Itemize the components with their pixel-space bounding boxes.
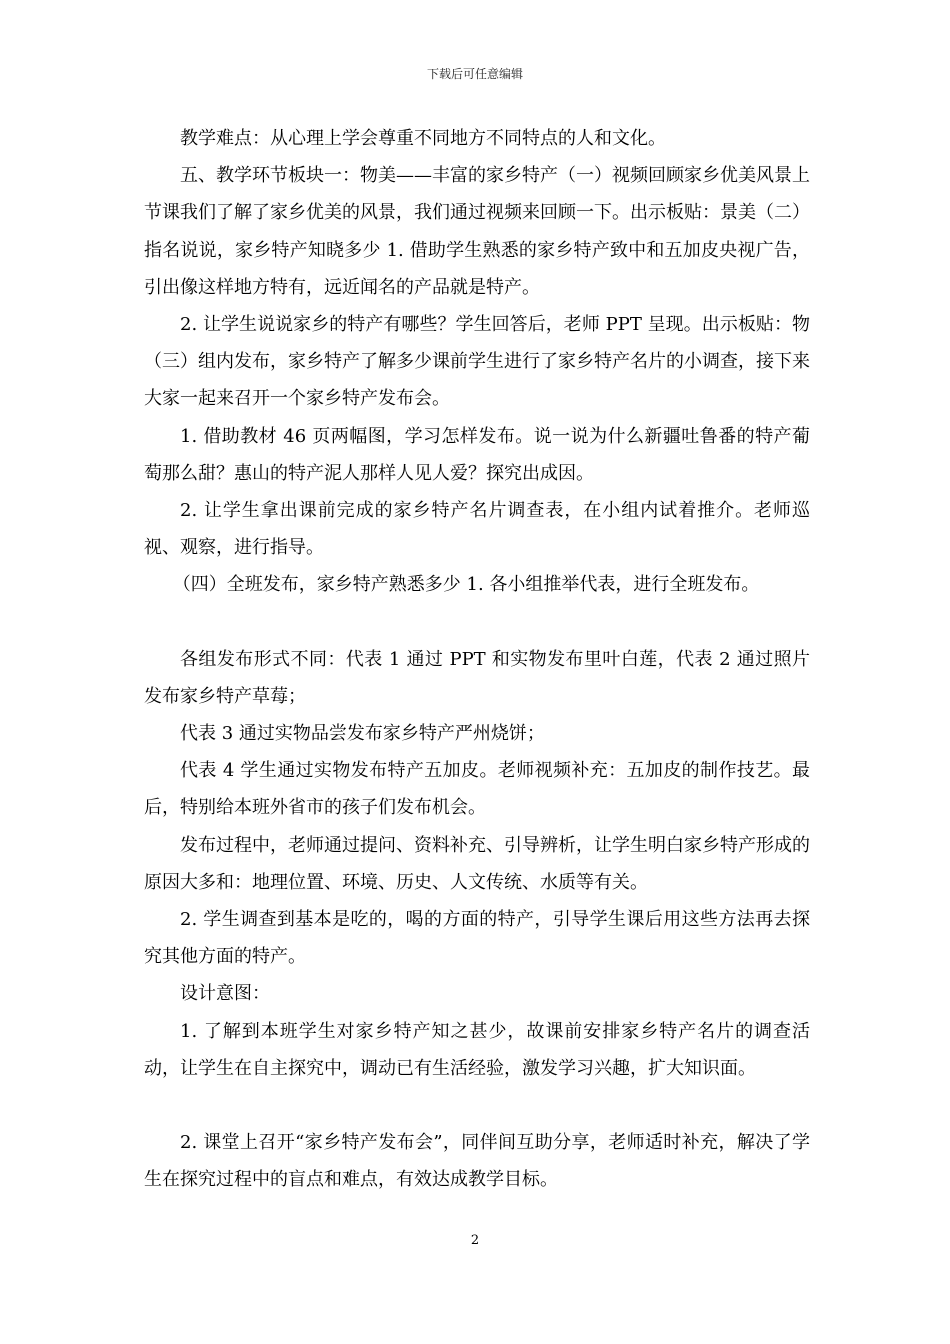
- paragraph-release-forms: 各组发布形式不同：代表 1 通过 PPT 和实物发布里叶白莲，代表 2 通过照片发布家乡特产草莓；: [144, 648, 810, 707]
- paragraph-class-release: （四）全班发布，家乡特产熟悉多少 1. 各小组推举代表，进行全班发布。: [172, 574, 760, 596]
- paragraph-students-share: 2. 让学生说说家乡的特产有哪些？学生回答后，老师 PPT 呈现。出示板贴：物（三）组内发布，家乡特产了解多少课前学生进行了家乡特产名片的小调查，接下来大家一起来召开一个家乡特产发布会。: [144, 314, 810, 410]
- page-number: 2: [470, 1233, 480, 1248]
- page-header: 下载后可任意编辑: [426, 67, 523, 81]
- paragraph-textbook-study: 1. 借助教材 46 页两幅图，学习怎样发布。说一说为什么新疆吐鲁番的特产葡萄那么甜？惠山的特产泥人那样人见人爱？探究出成因。: [144, 425, 810, 484]
- paragraph-group-recommend: 2. 让学生拿出课前完成的家乡特产名片调查表，在小组内试着推介。老师巡视、观察，进行指导。: [144, 500, 810, 559]
- paragraph-release-process: 发布过程中，老师通过提问、资料补充、引导辨析，让学生明白家乡特产形成的原因大多和：地理位置、环境、历史、人文传统、水质等有关。: [144, 834, 810, 893]
- paragraph-representative-3: 代表 3 通过实物品尝发布家乡特产严州烧饼；: [180, 723, 545, 745]
- paragraph-design-intent-1: 1. 了解到本班学生对家乡特产知之甚少，故课前安排家乡特产名片的调查活动，让学生在自主探究中，调动已有生活经验，激发学习兴趣，扩大知识面。: [144, 1020, 810, 1079]
- document-body: [144, 120, 810, 1198]
- paragraph-teaching-difficulty: 教学难点：从心理上学会尊重不同地方不同特点的人和文化。: [180, 128, 666, 149]
- paragraph-teaching-steps: 五、教学环节板块一：物美——丰富的家乡特产（一）视频回顾家乡优美风景上节课我们了解了家乡优美的风景，我们通过视频来回顾一下。出示板贴：景美（二）指名说说，家乡特产知晓多少 1. 借助学生熟悉的家乡特产致中和五加皮央视广告，引出像这样地方特有，远近闻名的产品就是特产。: [144, 165, 810, 298]
- paragraph-gap: [144, 604, 810, 641]
- paragraph-gap: [144, 1087, 810, 1124]
- paragraph-further-exploration: 2. 学生调查到基本是吃的，喝的方面的特产，引导学生课后用这些方法再去探究其他方面的特产。: [144, 909, 810, 968]
- paragraph-representative-4: 代表 4 学生通过实物发布特产五加皮。老师视频补充：五加皮的制作技艺。最后，特别给本班外省市的孩子们发布机会。: [144, 760, 810, 819]
- paragraph-design-intent-heading: 设计意图：: [180, 983, 270, 1005]
- paragraph-design-intent-2: 2. 课堂上召开“家乡特产发布会”，同伴间互助分享，老师适时补充，解决了学生在探究过程中的盲点和难点，有效达成教学目标。: [144, 1132, 810, 1191]
